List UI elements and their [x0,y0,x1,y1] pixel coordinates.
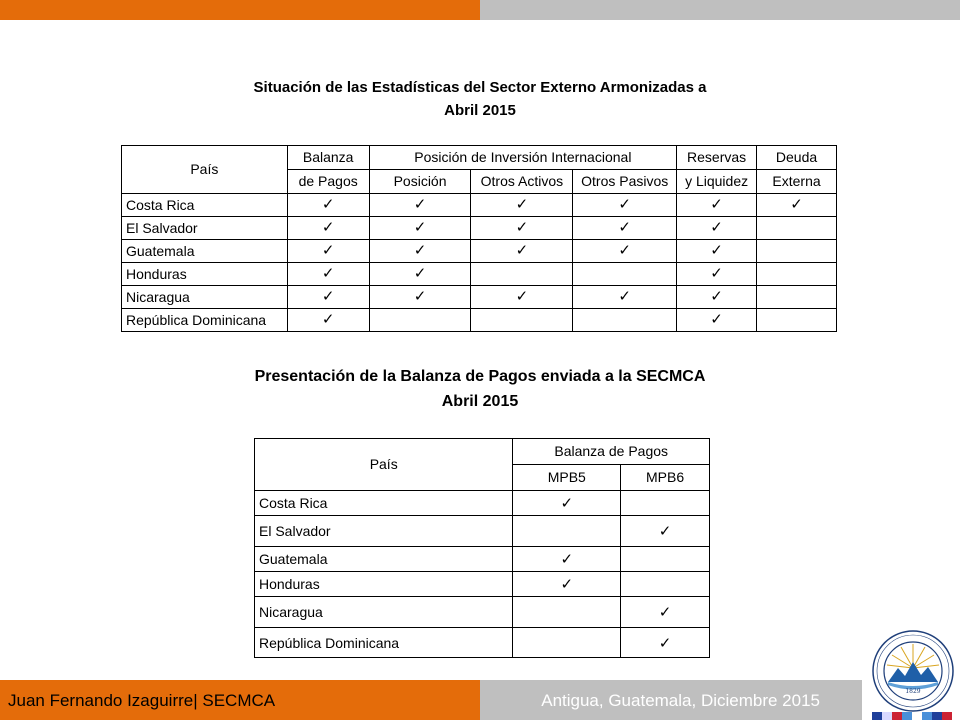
header-otros-pasivos: Otros Pasivos [573,170,677,194]
mpb6-cell: ✓ [621,516,710,547]
check-cell: ✓ [573,194,677,217]
country-cell: Costa Rica [122,194,288,217]
check-cell: ✓ [471,217,573,240]
check-cell: ✓ [573,286,677,309]
check-cell [573,263,677,286]
table1-title-line2: Abril 2015 [444,102,516,119]
check-cell: ✓ [471,286,573,309]
footer-author: Juan Fernando Izaguirre| SECMCA [8,691,276,710]
check-cell: ✓ [677,309,757,332]
balance-of-payments-table [254,438,710,658]
table2-title [0,364,960,414]
mpb5-cell: ✓ [513,572,621,597]
country-cell: Nicaragua [255,597,513,628]
check-cell: ✓ [677,240,757,263]
table-row [122,309,837,332]
check-cell: ✓ [369,194,471,217]
secmca-seal-logo [872,630,954,712]
table-row [122,194,837,217]
mpb5-cell [513,516,621,547]
check-cell: ✓ [471,194,573,217]
table2-title-line2: Abril 2015 [441,393,519,410]
check-cell: ✓ [677,263,757,286]
top-accent-bar-gray [480,0,960,20]
check-cell [757,309,837,332]
country-cell: Honduras [255,572,513,597]
check-cell [757,240,837,263]
country-cell: Costa Rica [255,491,513,516]
header-deuda-line2: Externa [757,170,837,194]
check-cell: ✓ [757,194,837,217]
top-accent-bar-orange [0,0,480,20]
seal-year: 1829 [905,688,921,695]
table1-title-line1: Situación de las Estadísticas del Sector Externo Armonizadas a [253,79,707,96]
header-balanza-line2: de Pagos [287,170,369,194]
country-cell: Guatemala [122,240,288,263]
check-cell: ✓ [677,217,757,240]
check-cell [369,309,471,332]
check-cell: ✓ [471,240,573,263]
table1-title [0,76,960,122]
header-balanza-de-pagos: Balanza de Pagos [513,439,710,465]
table-row [255,491,710,516]
table-row [122,263,837,286]
table-row [255,628,710,658]
country-cell: Nicaragua [122,286,288,309]
header-pais: País [122,146,288,194]
check-cell: ✓ [369,240,471,263]
check-cell: ✓ [369,217,471,240]
table2-title-line1: Presentación de la Balanza de Pagos enviada a la SECMCA [254,368,706,385]
header-mpb5: MPB5 [513,465,621,491]
header-reservas-line2: y Liquidez [677,170,757,194]
country-cell: El Salvador [122,217,288,240]
header-pii: Posición de Inversión Internacional [369,146,677,170]
check-cell: ✓ [287,240,369,263]
mpb5-cell [513,628,621,658]
header-posicion: Posición [369,170,471,194]
mpb6-cell [621,491,710,516]
mpb6-cell [621,547,710,572]
check-cell [471,263,573,286]
check-cell [471,309,573,332]
country-cell: República Dominicana [122,309,288,332]
country-cell: El Salvador [255,516,513,547]
check-cell: ✓ [287,309,369,332]
check-cell: ✓ [573,217,677,240]
check-cell: ✓ [287,286,369,309]
country-cell: Honduras [122,263,288,286]
mpb5-cell [513,597,621,628]
table-row [122,240,837,263]
footer-location-date: Antigua, Guatemala, Diciembre 2015 [541,691,820,710]
header-reservas-line1: Reservas [677,146,757,170]
check-cell: ✓ [369,286,471,309]
table-row [122,217,837,240]
check-cell: ✓ [677,286,757,309]
table-row [255,516,710,547]
mpb5-cell: ✓ [513,491,621,516]
table-row [255,597,710,628]
table-row [255,547,710,572]
flags-strip [872,712,952,720]
check-cell: ✓ [369,263,471,286]
check-cell [757,217,837,240]
statistics-status-table [121,145,837,332]
header-otros-activos: Otros Activos [471,170,573,194]
check-cell: ✓ [677,194,757,217]
mpb6-cell [621,572,710,597]
check-cell [757,263,837,286]
check-cell: ✓ [287,263,369,286]
header-balanza-line1: Balanza [287,146,369,170]
country-cell: Guatemala [255,547,513,572]
check-cell: ✓ [573,240,677,263]
header-pais: País [255,439,513,491]
table-row [122,286,837,309]
check-cell: ✓ [287,194,369,217]
header-mpb6: MPB6 [621,465,710,491]
table-row [255,572,710,597]
mpb6-cell: ✓ [621,597,710,628]
country-cell: República Dominicana [255,628,513,658]
mpb5-cell: ✓ [513,547,621,572]
check-cell: ✓ [287,217,369,240]
check-cell [757,286,837,309]
mpb6-cell: ✓ [621,628,710,658]
check-cell [573,309,677,332]
header-deuda-line1: Deuda [757,146,837,170]
